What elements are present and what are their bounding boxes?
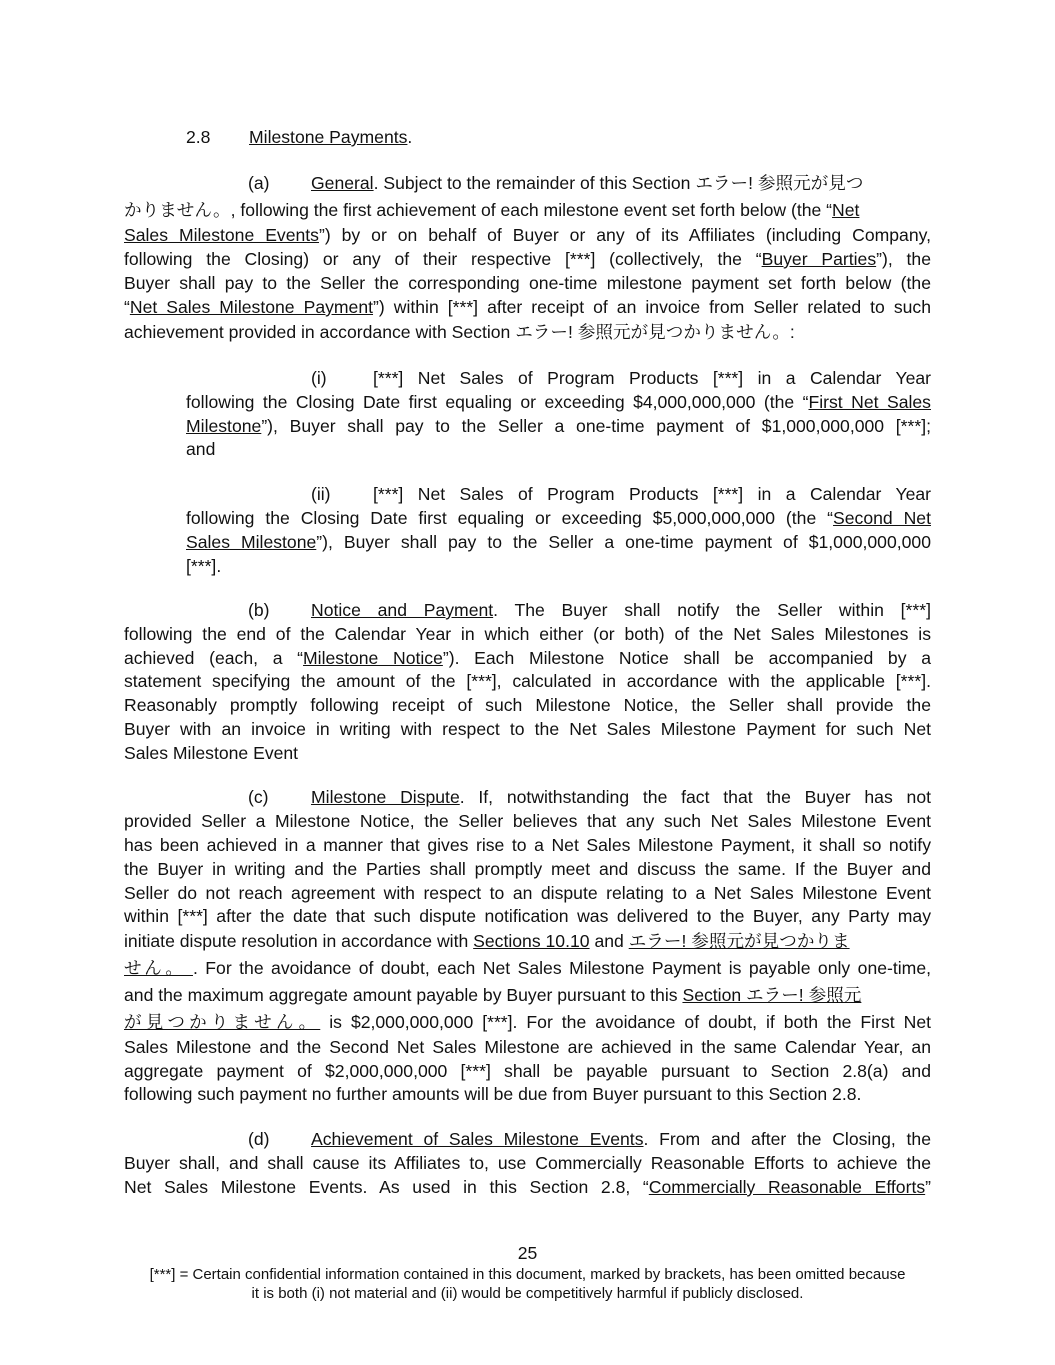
para-a-line-7 bbox=[124, 320, 931, 344]
para-d-text-1: . From and after the Closing, the bbox=[643, 1129, 931, 1149]
para-i-line-2 bbox=[186, 390, 931, 414]
para-b-term: Milestone Notice bbox=[303, 648, 443, 668]
para-c-title: Milestone Dispute bbox=[311, 787, 460, 807]
para-d-label: (d) bbox=[248, 1129, 270, 1149]
para-a-line-3 bbox=[124, 223, 931, 247]
para-b-line-3 bbox=[124, 646, 931, 670]
para-c-text-3: has been achieved in a manner that gives rise to a Net Sales Milestone Payment, it shall so notify bbox=[124, 835, 931, 855]
footnote-line-2: it is both (i) not material and (ii) would be competitively harmful if publicly disclosed. bbox=[251, 1285, 804, 1302]
para-c-text-4: the Buyer in writing and the Parties shall promptly meet and discuss the same. If the Buyer and bbox=[124, 859, 931, 879]
para-a-line-2 bbox=[124, 198, 931, 222]
para-a-text-5: Buyer shall pay to the Seller the corresponding one-time milestone payment set forth below (the bbox=[124, 273, 931, 293]
para-a-text-3: ”) by or on behalf of Buyer or any of its Affiliates (including Company, bbox=[318, 225, 931, 245]
para-i-text-2: following the Closing Date first equaling or exceeding $4,000,000,000 (the “ bbox=[186, 392, 809, 412]
para-i-text-4: and bbox=[186, 439, 216, 459]
para-a-line-5 bbox=[124, 271, 931, 295]
para-a-line-6 bbox=[124, 295, 931, 319]
para-c-line-3 bbox=[124, 833, 931, 857]
para-b-label: (b) bbox=[248, 600, 270, 620]
para-a-text-6a: “ bbox=[124, 297, 130, 317]
para-a-term-nsmp: Net Sales Milestone Payment bbox=[129, 297, 374, 317]
para-c-text-8: . For the avoidance of doubt, each Net Sales Milestone Payment is payable only one-time, bbox=[192, 958, 931, 978]
para-c-ref-error-1[interactable]: エラー! 参照元が見つかりま bbox=[628, 931, 850, 951]
para-c-text-7b: and bbox=[589, 931, 629, 951]
para-c-text-10: is $2,000,000,000 [***]. For the avoidance of doubt, if both the First Net bbox=[320, 1012, 931, 1032]
para-ii-label: (ii) bbox=[311, 484, 331, 504]
para-c-text-7: initiate dispute resolution in accordance with bbox=[124, 931, 474, 951]
para-a-text-4: following the Closing) or any of their respective [***] (collectively, the “ bbox=[124, 249, 762, 269]
para-a-text-7: achievement provided in accordance with Section エラー! 参照元が見つかりません。: bbox=[124, 322, 795, 342]
para-c-text-13: following such payment no further amounts will be due from Buyer pursuant to this Section 2.8. bbox=[124, 1084, 862, 1104]
para-c-line-13 bbox=[124, 1082, 931, 1106]
para-b-line-7 bbox=[124, 741, 931, 765]
para-c-ref-sections[interactable]: Sections 10.10 bbox=[473, 931, 590, 951]
para-i-text-1: [***] Net Sales of Program Products [***] in a Calendar Year bbox=[373, 368, 931, 388]
para-c-text-11: Sales Milestone and the Second Net Sales Milestone are achieved in the same Calendar Year, an bbox=[124, 1037, 931, 1057]
para-a-line-4 bbox=[124, 247, 931, 271]
para-d-line-3 bbox=[124, 1175, 931, 1199]
para-i-term: First Net Sales bbox=[808, 392, 931, 412]
para-c-ref-error-2[interactable]: Section エラー! 参照元 bbox=[682, 985, 862, 1005]
para-b-text-3b: ”). Each Milestone Notice shall be accompanied by a bbox=[442, 648, 931, 668]
page-number: 25 bbox=[517, 1243, 538, 1263]
para-ii-text-4: [***]. bbox=[186, 556, 222, 576]
para-ii-line-3 bbox=[186, 530, 931, 554]
para-c-line-10 bbox=[124, 1010, 931, 1034]
para-a-label: (a) bbox=[248, 173, 270, 193]
para-a-text-1: . Subject to the remainder of this Section エラー! 参照元が見つ bbox=[373, 173, 864, 193]
para-c-line-6 bbox=[124, 904, 931, 928]
para-i-line-4 bbox=[186, 437, 931, 461]
para-ii-text-3: ”), Buyer shall pay to the Seller a one-time payment of $1,000,000,000 bbox=[316, 532, 931, 552]
para-b-line-2 bbox=[124, 622, 931, 646]
para-b-text-2: following the end of the Calendar Year in which either (or both) of the Net Sales Milestones is bbox=[124, 624, 931, 644]
para-ii-text-2: following the Closing Date first equaling or exceeding $5,000,000,000 (the “ bbox=[186, 508, 834, 528]
para-c-line-9 bbox=[124, 983, 931, 1007]
para-c-line-12 bbox=[124, 1059, 931, 1083]
para-d-text-3: Net Sales Milestone Events. As used in this Section 2.8, “ bbox=[124, 1177, 649, 1197]
para-c-ref-error-2b[interactable]: が見つかりません。 bbox=[124, 1012, 321, 1032]
para-c-text-12: aggregate payment of $2,000,000,000 [***] shall be payable pursuant to Section 2.8(a) and bbox=[124, 1061, 931, 1081]
para-c-line-11 bbox=[124, 1035, 931, 1059]
para-c-line-8 bbox=[124, 956, 931, 980]
para-ii-line-4 bbox=[186, 554, 931, 578]
para-c-line-5 bbox=[124, 881, 931, 905]
para-d-text-3b: ” bbox=[925, 1177, 931, 1197]
para-a-text-2: かりません。, following the first achievement of each milestone event set forth below (the “ bbox=[124, 200, 833, 220]
section-number: 2.8 bbox=[186, 127, 211, 147]
para-b-text-3: achieved (each, a “ bbox=[124, 648, 304, 668]
para-a-text-6: ”) within [***] after receipt of an invoice from Seller related to such bbox=[373, 297, 931, 317]
para-d-term: Commercially Reasonable Efforts bbox=[648, 1177, 926, 1197]
para-b-text-6: Buyer with an invoice in writing with respect to the Net Sales Milestone Payment for such Net bbox=[124, 719, 931, 739]
para-d-line-2 bbox=[124, 1151, 931, 1175]
para-c-text-2: provided Seller a Milestone Notice, the Seller believes that any such Net Sales Milestone Event bbox=[124, 811, 931, 831]
para-b-text-4: statement specifying the amount of the [***], calculated in accordance with the applicable [***]. bbox=[124, 671, 931, 691]
para-b-text-5: Reasonably promptly following receipt of such Milestone Notice, the Seller shall provide the bbox=[124, 695, 931, 715]
para-ii-line-2 bbox=[186, 506, 931, 530]
para-c-text-6: within [***] after the date that such dispute notification was delivered to the Buyer, any Party may bbox=[124, 906, 931, 926]
section-title: Milestone Payments bbox=[249, 127, 408, 147]
para-b-line-6 bbox=[124, 717, 931, 741]
section-title-period: . bbox=[407, 127, 413, 147]
para-c-text-5: Seller do not reach agreement with respect to an dispute relating to a Net Sales Milestone Event bbox=[124, 883, 931, 903]
para-i-line-3 bbox=[186, 414, 931, 438]
para-a-term-nsme: Sales Milestone Events bbox=[124, 225, 319, 245]
para-a-term-net: Net bbox=[832, 200, 860, 220]
para-b-text-7: Sales Milestone Event bbox=[124, 743, 299, 763]
para-c-text-1: . If, notwithstanding the fact that the Buyer has not bbox=[459, 787, 931, 807]
para-b-line-4 bbox=[124, 669, 931, 693]
para-b-title: Notice and Payment bbox=[311, 600, 494, 620]
para-i-text-3: ”), Buyer shall pay to the Seller a one-time payment of $1,000,000,000 [***]; bbox=[261, 416, 931, 436]
para-c-line-7 bbox=[124, 929, 931, 953]
footnote-line-1: [***] = Certain confidential information contained in this document, marked by brackets, has been omitted because bbox=[149, 1266, 906, 1283]
para-c-text-9: and the maximum aggregate amount payable by Buyer pursuant to this bbox=[124, 985, 683, 1005]
para-ii-term-2: Sales Milestone bbox=[186, 532, 317, 552]
para-ii-text-1: [***] Net Sales of Program Products [***] in a Calendar Year bbox=[373, 484, 931, 504]
para-c-line-2 bbox=[124, 809, 931, 833]
para-d-title: Achievement of Sales Milestone Events bbox=[311, 1129, 644, 1149]
para-d-text-2: Buyer shall, and shall cause its Affiliates to, use Commercially Reasonable Efforts to achieve the bbox=[124, 1153, 931, 1173]
section-title-wrap bbox=[249, 125, 412, 149]
para-a-text-4b: ”), the bbox=[876, 249, 931, 269]
para-a-title: General bbox=[311, 173, 374, 193]
para-b-line-5 bbox=[124, 693, 931, 717]
para-i-label: (i) bbox=[311, 368, 327, 388]
para-ii-term: Second Net bbox=[833, 508, 931, 528]
para-i-term-2: Milestone bbox=[186, 416, 262, 436]
para-b-text-1: . The Buyer shall notify the Seller within [***] bbox=[493, 600, 931, 620]
para-c-ref-error-1b[interactable]: せん。 bbox=[124, 958, 193, 978]
para-c-label: (c) bbox=[248, 787, 269, 807]
para-a-term-buyer-parties: Buyer Parties bbox=[761, 249, 877, 269]
para-c-line-4 bbox=[124, 857, 931, 881]
